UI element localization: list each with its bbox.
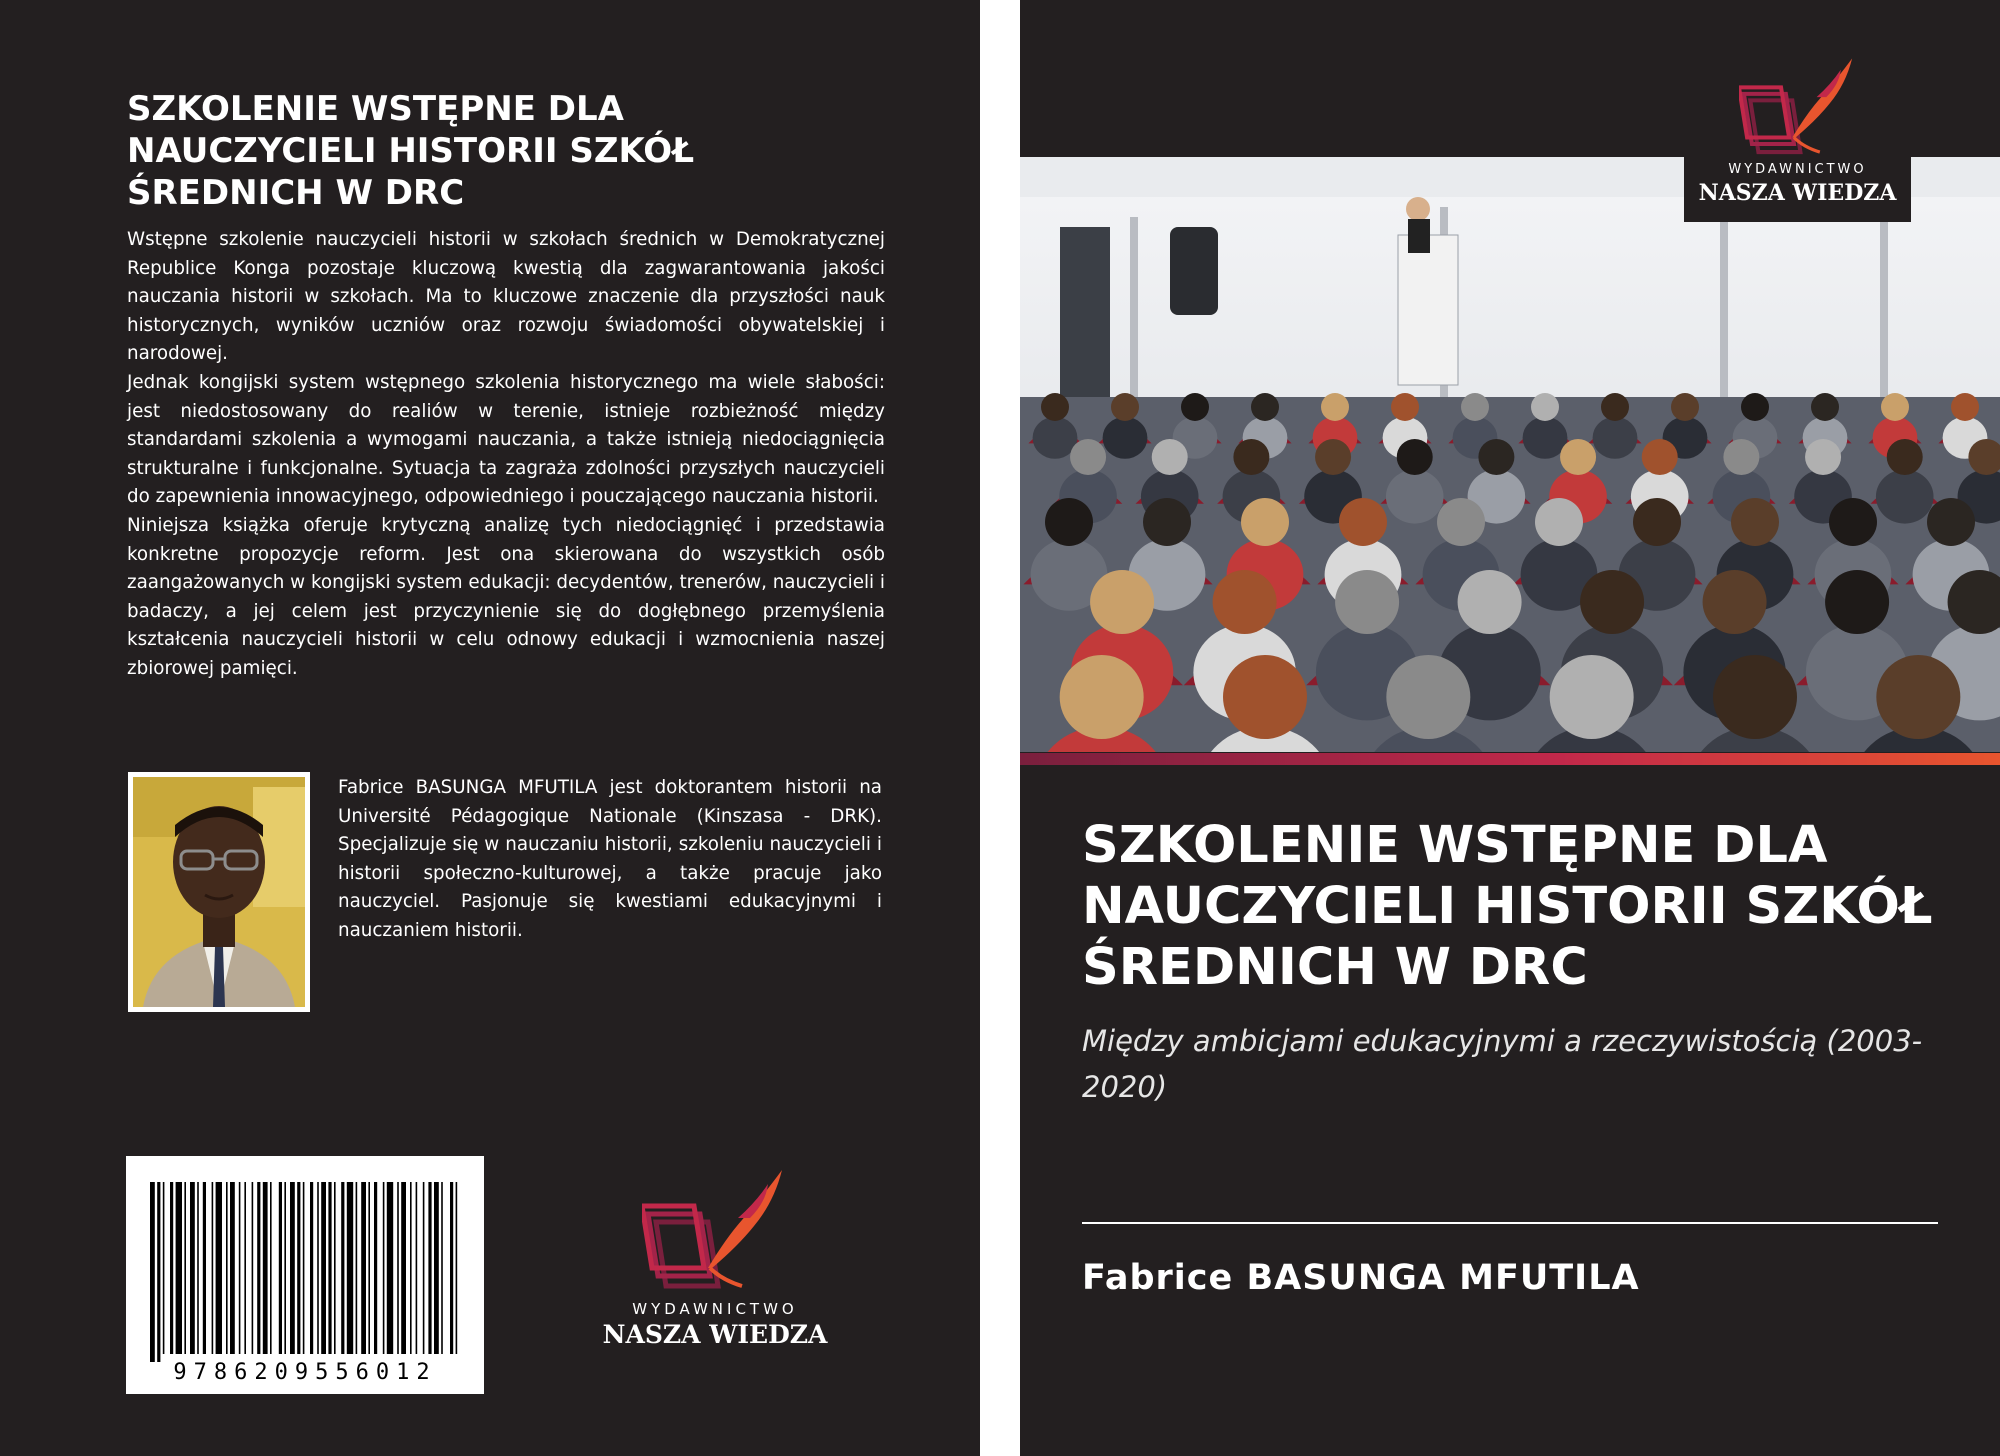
- book-quill-icon: [642, 1168, 788, 1290]
- back-cover: [0, 0, 980, 1456]
- blurb-paragraph: Wstępne szkolenie nauczycieli historii w szkołach średnich w Demokratycznej Republice Konga pozostaje kluczową kwestią dla zagwarantowania jakości nauczania historii w szkołach. Ma to kluczowe znaczenie dla przyszłości nauk historycznych, wyników uczniów oraz rozwoju świadomości obywatelskiej i narodowej.: [127, 229, 885, 365]
- author-photo: [128, 772, 310, 1012]
- publisher-logo: [1684, 50, 1911, 222]
- book-quill-icon: [1739, 54, 1857, 158]
- publisher-label: WYDAWNICTWO: [1728, 162, 1867, 177]
- cover-photo: [1020, 157, 2000, 752]
- front-cover-title: SZKOLENIE WSTĘPNE DLA NAUCZYCIELI HISTORII SZKÓŁ ŚREDNICH W DRC: [1082, 816, 1933, 997]
- blurb-paragraph: Niniejsza książka oferuje krytyczną analizę tych niedociągnięć i przedstawia konkretne propozycje reform. Jest ona skierowana do wszystkich osób zaangażowanych w kongijski system edukacji: decydentów, trenerów, nauczycieli i badaczy, a jej celem jest przyczynienie się do dogłębnego przemyślenia kształcenia nauczycieli historii w celu odnowy edukacji i wzmocnienia naszej zbiorowej pamięci.: [127, 514, 885, 679]
- blurb: [127, 226, 885, 684]
- title-divider: [1082, 1222, 1938, 1224]
- barcode: [126, 1156, 484, 1394]
- blurb-paragraph: Jednak kongijski system wstępnego szkolenia historycznego ma wiele słabości: jest niedostosowany do realiów w terenie, istnieje rozbieżność między standardami szkolenia a wymogami nauczania, a także istnieją niedociągnięcia strukturalne i funkcjonalne. Sytuacja ta zagraża zdolności przyszłych nauczycieli do zapewnienia innowacyjnego, odpowiedniego i pouczającego nauczania historii.: [127, 371, 885, 508]
- barcode-bars: [126, 1156, 484, 1366]
- publisher-logo: [592, 1168, 838, 1364]
- publisher-label: WYDAWNICTWO: [632, 1300, 798, 1318]
- author-bio: Fabrice BASUNGA MFUTILA jest doktorantem historii na Université Pédagogique Nationale (Kinszasa - DRK). Specjalizuje się w nauczaniu historii, szkoleniu nauczycieli i historii społeczno-kulturowej, a także pracuje jako nauczyciel. Pasjonuje się kwestiami edukacyjnymi i nauczaniem historii.: [338, 777, 882, 941]
- publisher-name: NASZA WIEDZA: [1698, 180, 1897, 206]
- back-cover-title: SZKOLENIE WSTĘPNE DLA NAUCZYCIELI HISTORII SZKÓŁ ŚREDNICH W DRC: [127, 89, 695, 213]
- author-portrait-image: [133, 777, 305, 1007]
- front-cover-subtitle: Między ambicjami edukacyjnymi a rzeczywistością (2003-2020): [1082, 1024, 1923, 1104]
- audience-photo-image: [1020, 157, 2000, 752]
- front-cover-author: Fabrice BASUNGA MFUTILA: [1082, 1258, 1640, 1298]
- isbn-number: 9786209556012: [173, 1360, 437, 1385]
- publisher-name: NASZA WIEDZA: [602, 1320, 828, 1349]
- front-cover: [1020, 0, 2000, 1456]
- accent-divider: [1020, 753, 2000, 765]
